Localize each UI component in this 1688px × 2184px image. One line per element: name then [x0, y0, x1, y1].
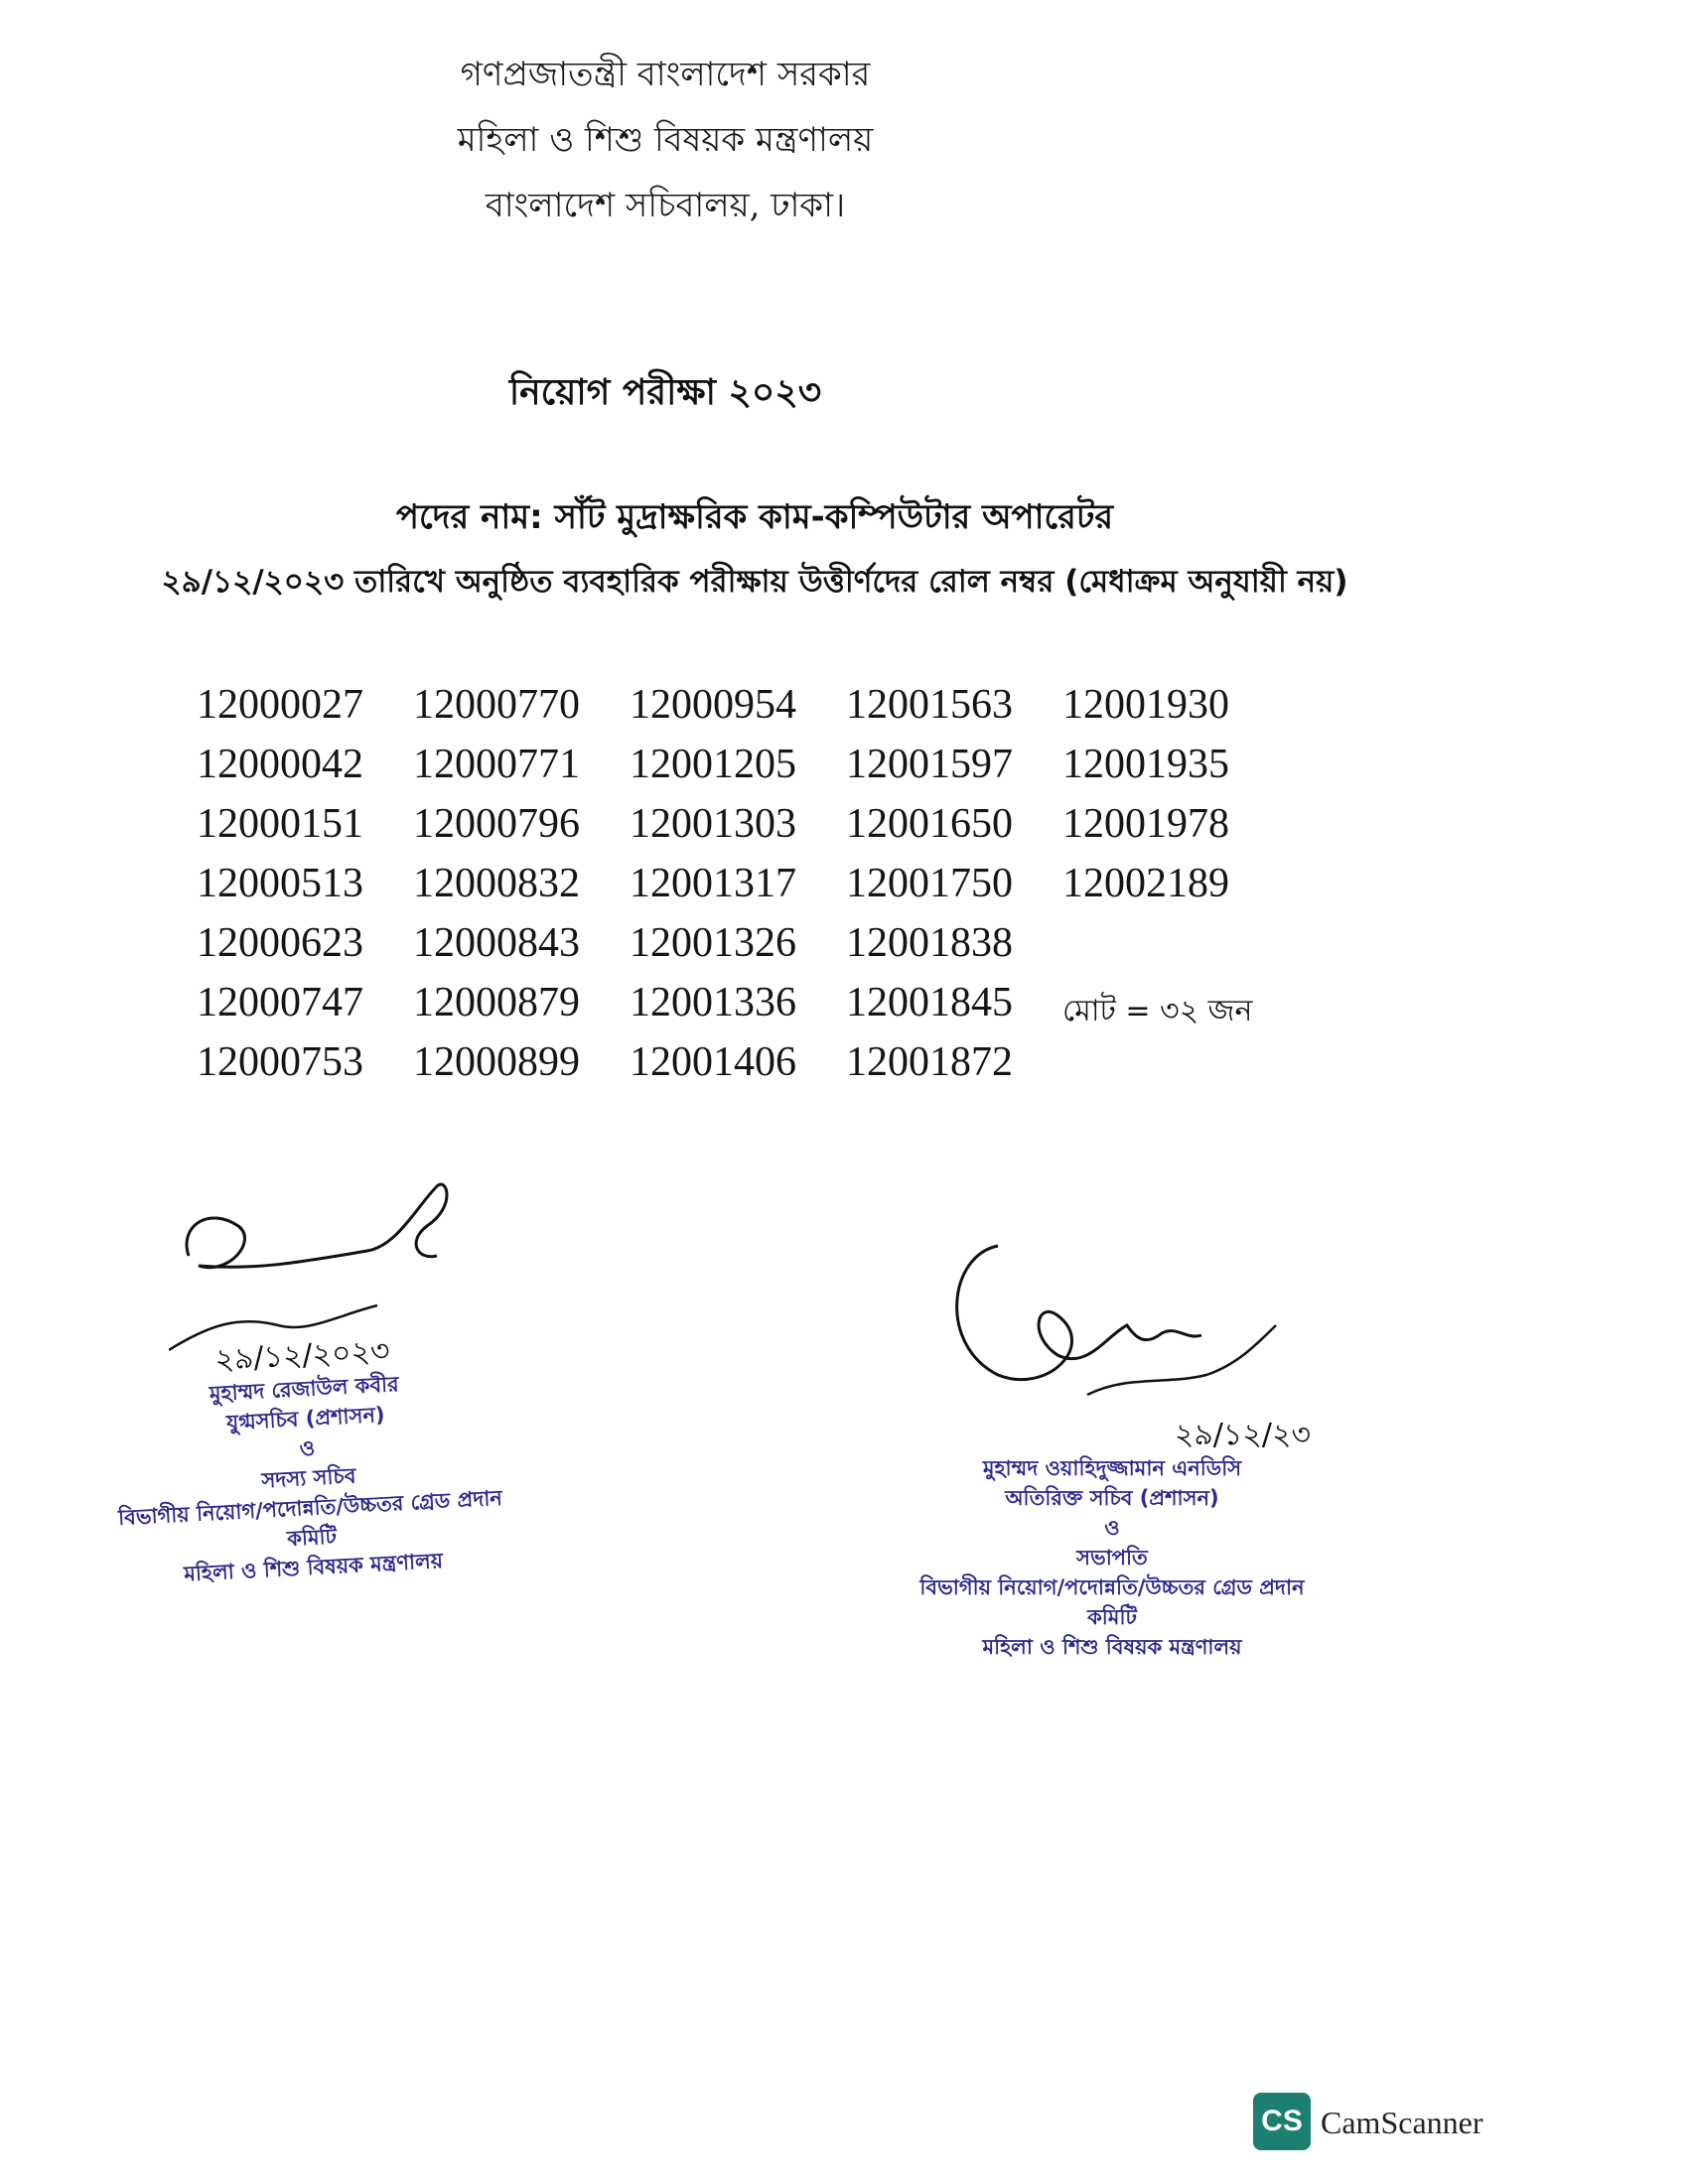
committee-name: বিভাগীয় নিয়োগ/পদোন্নতি/উচ্চতর গ্রেড প্রদান কমিটি — [117, 1485, 503, 1552]
conjunction: ও — [1104, 1516, 1120, 1540]
committee-name: বিভাগীয় নিয়োগ/পদোন্নতি/উচ্চতর গ্রেড প্রদান কমিটি — [919, 1575, 1305, 1629]
roll-number: 12001930 — [1062, 682, 1229, 728]
roll-number: 12000954 — [630, 682, 796, 728]
signatory-designation: যুগ্মসচিব (প্রশাসন) — [225, 1402, 386, 1435]
roll-number: 12001978 — [1062, 801, 1229, 847]
signatory-role: সভাপতি — [1076, 1546, 1148, 1570]
ministry-name: মহিলা ও শিশু বিষয়ক মন্ত্রণালয় — [457, 120, 874, 160]
roll-number: 12000771 — [413, 742, 580, 787]
signatory-role: সদস্য সচিব — [260, 1463, 357, 1493]
ministry-name-stamp: মহিলা ও শিশু বিষয়ক মন্ত্রণালয় — [183, 1549, 444, 1586]
camscanner-watermark: CamScanner — [1321, 2105, 1483, 2140]
roll-number: 12001303 — [630, 801, 796, 847]
roll-number: 12001872 — [846, 1039, 1013, 1085]
signatory-left-block — [93, 1327, 522, 1593]
roll-number: 12001317 — [630, 861, 796, 906]
roll-number: 12000796 — [413, 801, 580, 847]
result-subtitle: ২৯/১২/২০২৩ তারিখে অনুষ্ঠিত ব্যবহারিক পরীক্ষায় উত্তীর্ণদের রোল নম্বর (মেধাক্রম অনুযায়ী নয়) — [161, 564, 1348, 600]
roll-number: 12001750 — [846, 861, 1013, 906]
roll-number — [1062, 1032, 1279, 1092]
roll-number: 12001406 — [630, 1039, 796, 1085]
signatory-designation: অতিরিক্ত সচিব (প্রশাসন) — [1005, 1486, 1219, 1510]
signatory-name: মুহাম্মদ রেজাউল কবীর — [209, 1372, 400, 1407]
signature-date: ২৯/১২/২০২৩ — [213, 1333, 391, 1378]
roll-number: 12000151 — [197, 801, 363, 847]
roll-number: 12001597 — [846, 742, 1013, 787]
roll-number: 12000843 — [413, 920, 580, 966]
roll-number: 12001838 — [846, 920, 1013, 966]
government-name: গণপ্রজাতন্ত্রী বাংলাদেশ সরকার — [460, 55, 871, 94]
ministry-name-stamp: মহিলা ও শিশু বিষয়ক মন্ত্রণালয় — [982, 1635, 1242, 1659]
roll-number: 12000899 — [413, 1039, 580, 1085]
conjunction: ও — [299, 1435, 316, 1461]
exam-title: নিয়োগ পরীক্ষা ২০২৩ — [508, 372, 822, 413]
roll-number: 12000770 — [413, 682, 580, 728]
total-count: মোট = ৩২ জন — [1062, 994, 1253, 1028]
signature-right — [938, 1226, 1316, 1425]
roll-number: 12000027 — [197, 682, 363, 728]
roll-number: 12000042 — [197, 742, 363, 787]
roll-number: 12000753 — [197, 1039, 363, 1085]
office-address: বাংলাদেশ সচিবালয়, ঢাকা। — [485, 186, 846, 225]
roll-number: 12001650 — [846, 801, 1013, 847]
roll-number: 12000879 — [413, 980, 580, 1025]
roll-number: 12002189 — [1062, 861, 1229, 906]
signatory-right-block — [894, 1418, 1331, 1662]
post-name: পদের নাম: সাঁট মুদ্রাক্ষরিক কাম-কম্পিউটার অপারেটর — [395, 497, 1114, 537]
roll-number: 12000832 — [413, 861, 580, 906]
roll-number: 12001205 — [630, 742, 796, 787]
roll-number — [1062, 913, 1279, 973]
roll-number: 12001336 — [630, 980, 796, 1025]
roll-number: 12001845 — [846, 980, 1013, 1025]
roll-number: 12001326 — [630, 920, 796, 966]
roll-number: 12000623 — [197, 920, 363, 966]
document-header — [338, 42, 993, 238]
camscanner-logo-icon: CS — [1253, 2093, 1311, 2150]
signatory-name: মুহাম্মদ ওয়াহিদুজ্জামান এনডিসি — [982, 1456, 1242, 1480]
roll-number: 12000513 — [197, 861, 363, 906]
roll-number: 12000747 — [197, 980, 363, 1025]
roll-number: 12001563 — [846, 682, 1013, 728]
roll-number: 12001935 — [1062, 742, 1229, 787]
signature-date: ২৯/১২/২৩ — [1174, 1418, 1311, 1452]
